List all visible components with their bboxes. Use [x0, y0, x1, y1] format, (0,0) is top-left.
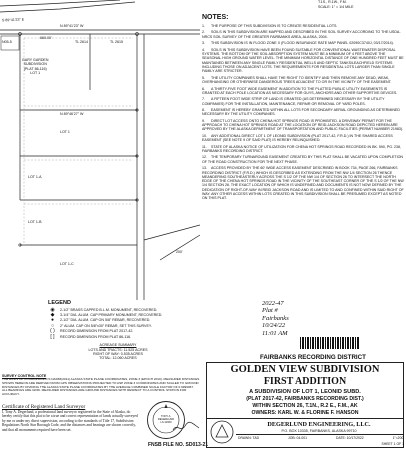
subdivision-title: GOLDEN VIEW SUBDIVISION: [230, 364, 380, 375]
note-text: ACCESS PROVIDED BY THE 60' WIDE ACCESS EASEMENT DESCRIBED IN BOOK 734, PAGE 266, FAIRBANKS RECORDING DISTRICT (F.R.D.) WHICH IS DESCRIBED AS EXTENDING FROM THE NW 1/4 SECTION 26 THENCE MEANDERING SOUTHEASTERLY ACROSS THE S 1/2 OF THE NW 1/4 OF SECTION 26 TO INTERSECT THE NORTH EDGE OF THE CHENA HOT SPRINGS ROAD IN THE VICINITY OF THE SOUTHEAST CORNER OF THE S 1/2 OF THE NW 1/4 SECTION 26. THE EXACT LOCATION OF WHICH IS UNDEFINED AND DOCUMENTS IS NOT NOW DEFINED BY THE DEDICATION OF RIGHT-OF-WAY IN REID JACKSON ROAD AND IS LIMITED TO AND CONFINED WITHIN SAID RIGHT OF WAY. ANY OTHER ACCESS WITHIN LOTS CREATED IN THIS SUBDIVISION SHALL BE PRESUMED EXCEPT AS NOTED ON THIS PLAT.: [202, 166, 404, 201]
note-text: THE PURPOSE OF THIS SUBDIVISION IS TO CREATE RESIDENTIAL LOTS.: [211, 24, 338, 28]
plat-drawing: [0, 0, 200, 300]
note-text: ANY ADDITIONAL DIRECT LOT 1 OF LEONID SUBDIVISION (PLAT 2017-42, F.R.D.) IN THE SHARED ACCESS EASEMENT (SEE NOTE 9 OF SAID PLAT) IS HEREBY RELINQUISHED.: [202, 133, 393, 143]
note-text: SOILS IN THIS SUBDIVISION ARE MAPPED AND DESCRIBED IN THE SOIL SURVEY ACCORDING TO THE USDA-NRCS SOIL SURVEY OF THE GREATER FAIRBANKS AREA, ALASKA, 2004.: [202, 30, 401, 39]
legend-symbol-icon: ◉: [50, 306, 55, 313]
job-number: JOB: 04-001: [288, 436, 308, 440]
lot-label-1a: LOT 1-A: [28, 175, 42, 179]
length-200-label: 200': [176, 250, 183, 254]
note-number: 8.: [202, 108, 205, 113]
legend-text: 3-1/4" DIA. ALUM. CAP PRIMARY MONUMENT, RECOVERED.: [60, 312, 163, 317]
certificate-title: Certificate of Registered Land Surveyor: [2, 404, 86, 410]
title-line-4: (PLAT 2017-42, FAIRBANKS RECORDING DIST.): [246, 396, 364, 402]
township-label: T.1S., R.1W., F.M.: [318, 0, 347, 4]
owners-line: OWNERS: KARL W. & FLORINE F. HANSON: [251, 410, 359, 416]
acreage-row: LOTS AND TRACTS: 11.525 ACRES: [88, 347, 148, 352]
legend-symbol-icon: ●: [50, 317, 55, 324]
note-item: [202, 76, 404, 85]
note-number: 5.: [202, 75, 205, 80]
note-item: [202, 166, 404, 200]
road-bearing-mid: N 89°41'23" W: [60, 24, 84, 28]
legend-section: [48, 300, 188, 361]
note-item: [202, 30, 404, 39]
vicinity-scale-label: SCALE: 1" = 1/4 MILE: [318, 5, 354, 9]
note-text: THE TEMPORARY TURNAROUND EASEMENT CREATED BY THIS PLAT SHALL BE VACATED UPON COMPLETION OF THE ROAD CONSTRUCTION FOR THE NEXT PHASE.: [202, 155, 403, 164]
signature: [172, 420, 200, 432]
title-line-3: A SUBDIVISION OF LOT 1, LEONID SUBD.: [249, 389, 361, 395]
note-text: A FIFTEEN FOOT WIDE STRIP OF LAND IS GRANTED (AS DETERMINED NECESSARY BY THE UTILITY COMPANIES) FOR THE INSTALLATION, MAINTENANCE, REPAIR OR REMOVAL OF YARD POLES.: [202, 97, 385, 106]
road-bearing-top: S 89°41'23" E: [1, 17, 25, 23]
bearing-label-c: N 89°46'27" W: [60, 112, 84, 116]
note-number: 7.: [202, 97, 205, 102]
legend-text: 2" ALUM. CAP ON 5/8"x30" REBAR, SET THIS SURVEY.: [60, 323, 152, 328]
note-item: [202, 97, 404, 106]
acreage-row: RIGHT OF WAY: 0.535 ACRES: [93, 351, 143, 356]
fnsb-file-number: FNSB FILE NO. SD013-21: [148, 442, 209, 448]
note-item: [202, 41, 404, 45]
note-text: THE UTILITY COMPANIES SHALL HAVE THE RIGHT TO IDENTIFY AND THEN REMOVE ANY DEAD, WEAK, OVERHANGING OR OTHERWISE DANGEROUS TREES ADJACENT TO OR IN THE VICINITY OF THE EASEMENT.: [202, 75, 392, 85]
note-text: DIRECT LOT ACCESS ONTO CHENA HOT SPRINGS ROAD IS PROHIBITED. A DRIVEWAY PERMIT FOR THE APPROACH TO CHENA HOT SPRINGS ROAD AT THE LOCATION OF REID-JACKSON ROAD DEPICTED HEREIN ARE APPROVED BY THE ALASKA DEPARTMENT OF TRANSPORTATION AND PUBLIC FACILITIES (PERMIT NUMBER 21983).: [202, 118, 404, 132]
survey-control-text: THE BASIS OF COORDINATES IS NAD83(2011) ALASKA STATE PLANE COORDINATES, ZONE 3 (EPOCH 2010). MEASURED DISTANCES SHOWN HEREON ARE DERIVED FROM GPS OBSERVATIONS PROJECTED TO ASP ZONE 3 COORDINATES AND SCALED TO GROUND DISTANCES BY DIVIDING THE ALASKA STATE PLANE COORDINATES BY THE AVERAGE COMBINED SCALE FACTOR OF 0.9999067. ALL BEARINGS ARE GRID. MEASURED DISTANCES ARE GROUND DISTANCES WITH RESPECT TO A CONTROL STATION FOR ACCURACY.: [2, 377, 200, 397]
legend-symbol-icon: ◆: [50, 311, 55, 318]
plat-scale: 1"=200': [392, 436, 404, 440]
handwritten-line: 11:01 AM: [262, 329, 288, 337]
seal-number: LS-11660: [160, 421, 172, 424]
legend-title: LEGEND: [48, 300, 71, 306]
note-number: 1.: [202, 24, 205, 28]
note-number: 4.: [202, 47, 205, 52]
note-number: 9.: [202, 118, 205, 123]
note-item: [202, 87, 404, 96]
lot-label-1b: LOT 1-B: [28, 220, 42, 224]
notes-section: [202, 14, 404, 203]
note-number: 3.: [202, 41, 205, 46]
legend-symbol-icon: ( ): [50, 328, 55, 335]
barcode-graphic: [300, 337, 360, 349]
road-length: 660.00': [40, 36, 52, 40]
note-number: 10.: [202, 133, 207, 138]
firm-name: DEGERLUND ENGINEERING, LLC.: [267, 421, 371, 428]
firm-logo: [210, 420, 234, 444]
legend-list: [48, 307, 188, 339]
title-meta-row: [238, 436, 404, 440]
sheet-number: SHEET 1 OF 1: [381, 442, 404, 446]
acreage-list: [48, 348, 188, 361]
recording-district: FAIRBANKS RECORDING DISTRICT: [260, 354, 366, 361]
note-number: 11.: [202, 144, 207, 149]
legend-text: RECORD DIMENSION FROM PLAT 2017-42.: [60, 329, 134, 334]
tract-label-2614: TL 2614: [75, 40, 89, 44]
note-item: [202, 48, 404, 74]
note-item: [202, 145, 404, 154]
legend-text: RECORD DIMENSION FROM PLAT 86-116.: [60, 334, 132, 339]
note-item: [202, 134, 404, 143]
note-text: THIS SUBDIVISION IS IN FLOOD ZONE X (FLOOD INSURANCE RATE MAP PANEL 02090C3740J, 03/17/2014).: [211, 41, 394, 46]
note-item: [202, 119, 404, 132]
note-text: EASEMENT IS HEREBY GRANTED WITHIN ALL LOTS FOR SECONDARY AERIAL GROUNDING AS DETERMINED NECESSARY BY THE UTILITY COMPANIES.: [202, 108, 400, 117]
certificate-text: I, Tony A. Degerlund, a professional land surveyor registered in the State of Alaska, do hereby certify that this plat to be a true and correct representation of lands actually surveyed by me or under my direct supervision, according to the standards of Title 17, Subdivision Regulations North Star Borough Code, and the distances and bearings are shown correctly, and that all monuments required have been set.: [2, 410, 138, 432]
title-line-5: WITHIN SECTION 26, T.1N., R.2 E., F.M., AK: [252, 403, 358, 409]
survey-control-section: [2, 374, 200, 397]
lot-label-1c: LOT 1-C: [60, 262, 74, 266]
handwritten-line: 10/24/22: [262, 322, 286, 330]
legend-item: [48, 334, 188, 339]
surveyor-certificate: [2, 404, 140, 432]
legend-text: 2-1/2" DIA. ALUM. CAP ON 5/8" REBAR, RECOVERED.: [60, 318, 151, 323]
note-text: A THIRTY-FIVE FOOT WIDE EASEMENT IN ADDITION TO THE PLATTED PUBLIC UTILITY EASEMENTS IS GRANTED AT EACH POLE LOCATION AS NECESSARY FOR GUYS, ANCHORS AND OTHER SUPPORTIVE DEVICES.: [202, 86, 398, 95]
firm-address: P.O. BOX 10335, FAIRBANKS, ALASKA 99710: [281, 429, 357, 433]
acreage-row: TOTAL: 12.060 ACRES: [99, 356, 137, 361]
note-number: 6.: [202, 86, 205, 91]
handwritten-line: 2022-47: [262, 300, 284, 307]
seal-name: TONY A. DEGERLUND: [157, 415, 175, 421]
reference-tag: N05-5: [2, 40, 12, 44]
plat-date: DATE: 10/17/2022: [336, 436, 364, 440]
handwritten-line: Fairbanks: [262, 314, 289, 322]
note-item: [202, 155, 404, 164]
acreage-title: ACREAGE SUMMARY: [99, 343, 137, 348]
note-item: [202, 24, 404, 28]
note-text: SOILS IN THIS SUBDIVISION HAVE BEEN FOUND SUITABLE FOR CONVENTIONAL WASTEWATER DISPOSAL SYSTEMS. THE BOTTOM OF THE SOIL ABSORPTION SYSTEM MUST BE A MINIMUM OF 4 FEET ABOVE THE SEASONAL HIGH GROUND WATER LEVEL. THE MINIMUM HORIZONTAL DISTANCE OF ONE HUNDRED FEET MUST BE MAINTAINED BETWEEN ANY SINGLE FAMILY RESIDENTIAL WELLS AND SEPTIC TANKS/LEACHFIELD SYSTEMS INCLUDING THOSE ON ADJACENT LOTS. THE REQUIREMENTS FOR RESIDENTIAL LOTS LARGER THAN SINGLE FAMILY ARE STRICTER.: [202, 47, 404, 74]
firm-logo-icon: [210, 420, 234, 444]
note-number: 12.: [202, 155, 207, 160]
legend-text: 2-1/2" BRASS CAPPED B.L.M. MONUMENT, RECOVERED.: [60, 307, 158, 312]
handwritten-recording: [262, 300, 342, 337]
note-item: [202, 108, 404, 117]
note-number: 13.: [202, 166, 207, 171]
handwritten-line: Plat #: [262, 307, 278, 315]
tract-label-2615: TL 2615: [110, 40, 124, 44]
subdivision-subtitle: FIRST ADDITION: [263, 376, 347, 387]
notes-list: [202, 24, 404, 201]
note-number: 2.: [202, 30, 205, 35]
survey-control-title: SURVEY CONTROL NOTE: [2, 374, 47, 378]
legend-symbol-icon: ○: [50, 322, 55, 329]
notes-title: NOTES:: [202, 14, 229, 21]
legend-symbol-icon: [ ]: [50, 333, 55, 340]
drawn-by: DRAWN: TAD: [238, 436, 260, 440]
lot-label-1: LOT 1: [60, 130, 70, 134]
note-text: STATE OF ALASKA NOTICE OF UTILIZATION FOR CHENA HOT SPRINGS ROAD RECORDED IN BK. 590, PG. 238, FAIRBANKS RECORDING DISTRICT.: [202, 144, 402, 153]
adjacent-lot-label: GARY GARDEN SUBDIVISION (PLAT 86-116) LOT 1: [22, 58, 49, 75]
